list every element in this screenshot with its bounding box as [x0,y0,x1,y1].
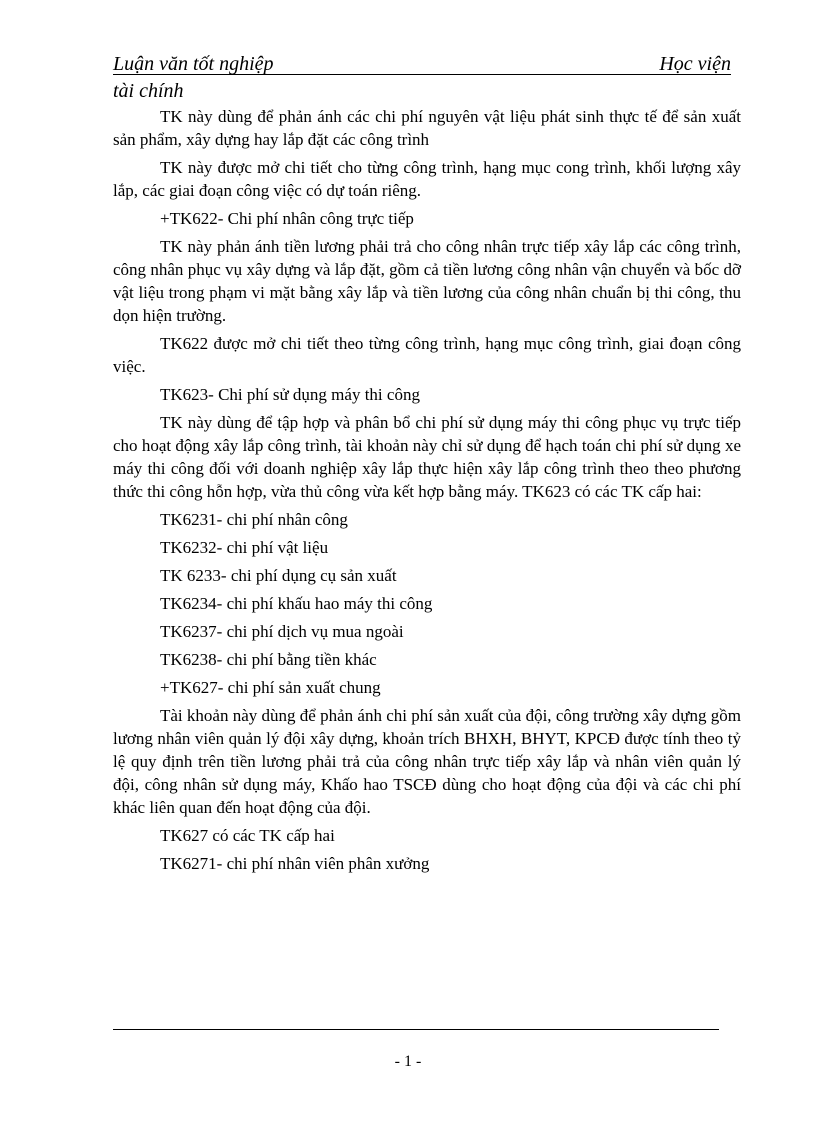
paragraph-tk622-detail: TK622 được mở chi tiết theo từng công trình, hạng mục công trình, giai đoạn công việc. [113,334,741,376]
list-item-tk6232: TK6232- chi phí vật liệu [160,538,329,557]
list-item-tk6238: TK6238- chi phí bằng tiền khác [160,650,377,669]
footer-divider [113,1029,719,1030]
page-number: - 1 - [394,1053,422,1070]
heading-tk622: +TK622- Chi phí nhân công trực tiếp [160,209,414,228]
header-institution-continuation: tài chính [113,80,184,102]
paragraph-tk623-purpose: TK này dùng để tập hợp và phân bổ chi phí sử dụng máy thi công phục vụ trực tiếp cho hoạt động xây lắp công trình, tài khoản này chỉ sử dụng để hạch toán chi phí sử dụng xe máy thi công đối với doanh nghiệp xây lắp thực hiện xây lắp công trình theo theo phương thức thi công hỗn hợp, vừa thủ công vừa kết hợp bằng máy. TK623 có các TK cấp hai: [113,413,741,501]
paragraph-tk621-purpose: TK này dùng để phản ánh các chi phí nguyên vật liệu phát sinh thực tế để sản xuất sản phẩm, xây dựng hay lắp đặt các công trình [113,107,741,149]
heading-tk623: TK623- Chi phí sử dụng máy thi công [160,385,420,404]
paragraph-tk621-detail: TK này được mở chi tiết cho từng công trình, hạng mục cong trình, khối lượng xây lắp, các giai đoạn công việc có dự toán riêng. [113,158,741,200]
list-item-tk6271: TK6271- chi phí nhân viên phân xưởng [160,854,430,873]
header-underline [113,74,731,75]
list-item-tk6231: TK6231- chi phí nhân công [160,510,348,529]
list-item-tk6234: TK6234- chi phí khấu hao máy thi công [160,594,433,613]
header-institution: Học viện [659,53,731,75]
list-item-tk6237: TK6237- chi phí dịch vụ mua ngoài [160,622,404,641]
paragraph-tk622-purpose: TK này phản ánh tiền lương phải trả cho công nhân trực tiếp xây lắp các công trình, công nhân phục vụ xây dựng và lắp đặt, gồm cả tiền lương công nhân vận chuyển và bốc dỡ vật liệu trong phạm vi mặt bằng xây lắp và tiền lương của công nhân chuẩn bị thi công, thu dọn hiện trường. [113,237,741,325]
heading-tk627: +TK627- chi phí sản xuất chung [160,678,381,697]
paragraph-tk627-purpose: Tài khoản này dùng để phản ánh chi phí sản xuất của đội, công trường xây dựng gồm lương nhân viên quản lý đội xây dựng, khoản trích BHXH, BHYT, KPCĐ được tính theo tỷ lệ quy định trên tiền lương phải trả của công nhân trực tiếp xây lắp và nhân viên quản lý đội, công nhân sử dụng máy, Khấo hao TSCĐ dùng cho hoạt động của đội và các chi phí khác liên quan đến hoạt động của đội. [113,706,741,817]
list-item-tk6233: TK 6233- chi phí dụng cụ sản xuất [160,566,397,585]
page-header [113,50,731,78]
header-thesis-title: Luận văn tốt nghiệp [113,53,274,75]
document-body [113,105,741,880]
paragraph-tk627-subaccounts: TK627 có các TK cấp hai [160,826,335,845]
